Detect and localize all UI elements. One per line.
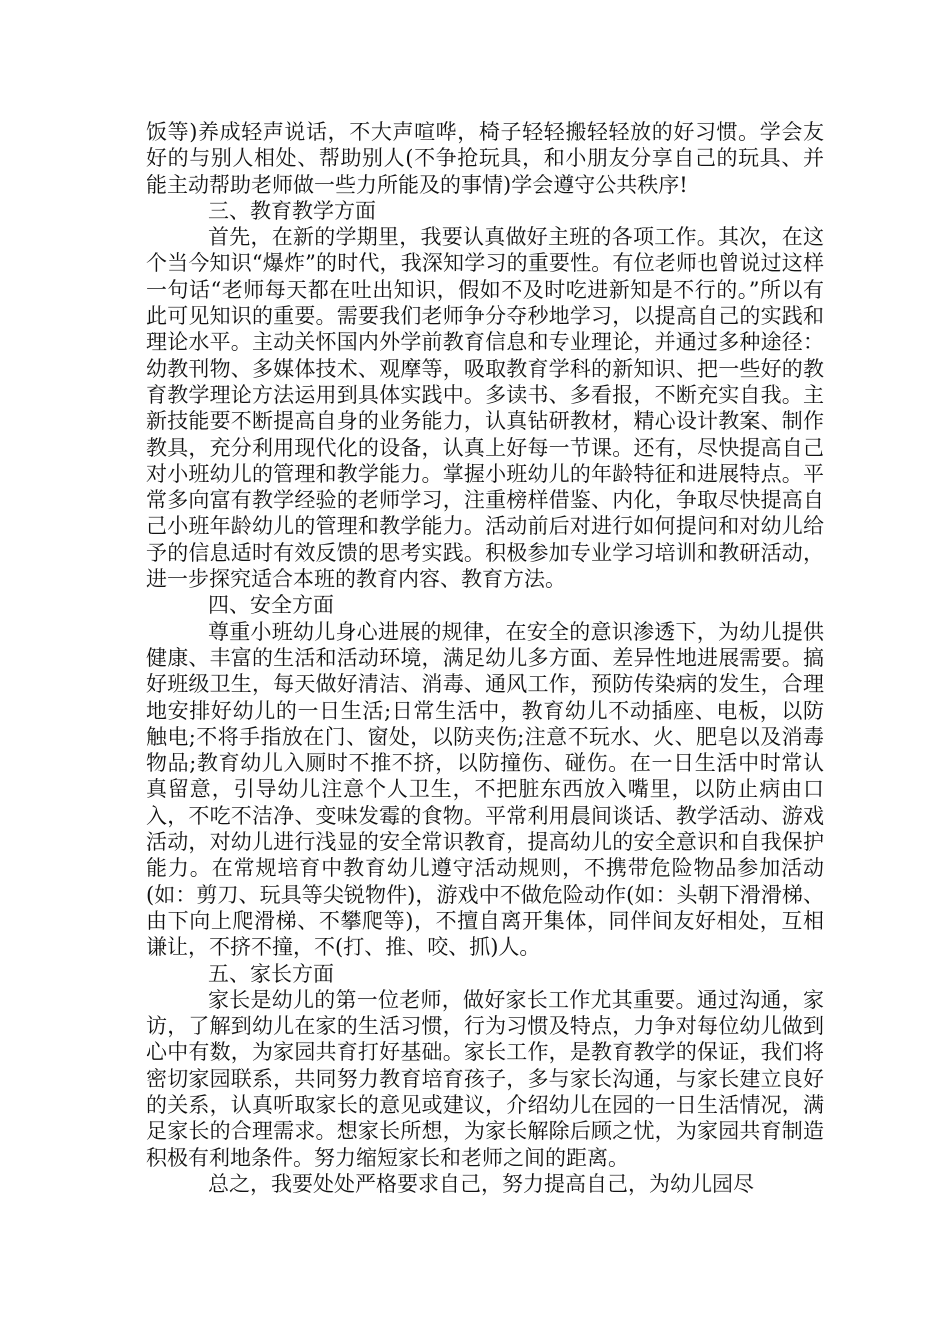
section-heading-safety: 四、安全方面 bbox=[208, 593, 334, 618]
paragraph-continuation: 饭等)养成轻声说话，不大声喧哗，椅子轻轻搬轻轻放的好习惯。学会友好的与别人相处、帮助别人(不争抢玩具，和小朋友分享自己的玩具、并能主动帮助老师做一些力所能及的事情)学会遵守公共秩序! bbox=[146, 120, 824, 197]
section-heading-teaching: 三、教育教学方面 bbox=[208, 198, 376, 223]
paragraph-parents: 家长是幼儿的第一位老师，做好家长工作尤其重要。通过沟通，家访，了解到幼儿在家的生活习惯，行为习惯及特点，力争对每位幼儿做到心中有数，为家园共育打好基础。家长工作，是教育教学的保证，我们将密切家园联系，共同努力教育培育孩子，多与家长沟通，与家长建立良好的关系，认真听取家长的意见或建议，介绍幼儿在园的一日生活情况，满足家长的合理需求。想家长所想，为家长解除后顾之忧，为家园共育制造积极有利地条件。努力缩短家长和老师之间的距离。 bbox=[146, 987, 824, 1170]
paragraph-safety: 尊重小班幼儿身心进展的规律，在安全的意识渗透下，为幼儿提供健康、丰富的生活和活动环境，满足幼儿多方面、差异性地进展需要。搞好班级卫生，每天做好清洁、消毒、通风工作，预防传染病的发生，合理地安排好幼儿的一日生活;日常生活中，教育幼儿不动插座、电板，以防触电;不将手指放在门、窗处，以防夹伤;注意不玩水、火、肥皂以及消毒物品;教育幼儿入厕时不推不挤，以防撞伤、碰伤。在一日生活中时常认真留意，引导幼儿注意个人卫生，不把脏东西放入嘴里，以防止病由口入，不吃不洁净、变味发霉的食物。平常利用晨间谈话、教学活动、游戏活动，对幼儿进行浅显的安全常识教育，提高幼儿的安全意识和自我保护能力。在常规培育中教育幼儿遵守活动规则，不携带危险物品参加活动(如：剪刀、玩具等尖锐物件)，游戏中不做危险动作(如：头朝下滑滑梯、由下向上爬滑梯、不攀爬等)，不擅自离开集体，同伴间友好相处，互相谦让，不挤不撞，不(打、推、咬、抓)人。 bbox=[146, 619, 824, 960]
section-heading-parents: 五、家长方面 bbox=[208, 961, 334, 986]
paragraph-summary: 总之，我要处处严格要求自己，努力提高自己，为幼儿园尽 bbox=[208, 1171, 754, 1196]
paragraph-teaching: 首先，在新的学期里，我要认真做好主班的各项工作。其次，在这个当今知识“爆炸”的时代，我深知学习的重要性。有位老师也曾说过这样一句话“老师每天都在吐出知识，假如不及时吃进新知是不行的。”所以有此可见知识的重要。需要我们老师争分夺秒地学习，以提高自己的实践和理论水平。主动关怀国内外学前教育信息和专业理论，并通过多种途径：幼教刊物、多媒体技术、观摩等，吸取教育学科的新知识、把一些好的教育教学理论方法运用到具体实践中。多读书、多看报，不断充实自我。主新技能要不断提高自身的业务能力，认真钻研教材，精心设计教案、制作教具，充分利用现代化的设备，认真上好每一节课。还有，尽快提高自己对小班幼儿的管理和教学能力。掌握小班幼儿的年龄特征和进展特点。平常多向富有教学经验的老师学习，注重榜样借鉴、内化，争取尽快提高自己小班年龄幼儿的管理和教学能力。活动前后对进行如何提问和对幼儿给予的信息适时有效反馈的思考实践。积极参加专业学习培训和教研活动，进一步探究适合本班的教育内容、教育方法。 bbox=[146, 225, 824, 592]
document-page bbox=[146, 119, 824, 1197]
